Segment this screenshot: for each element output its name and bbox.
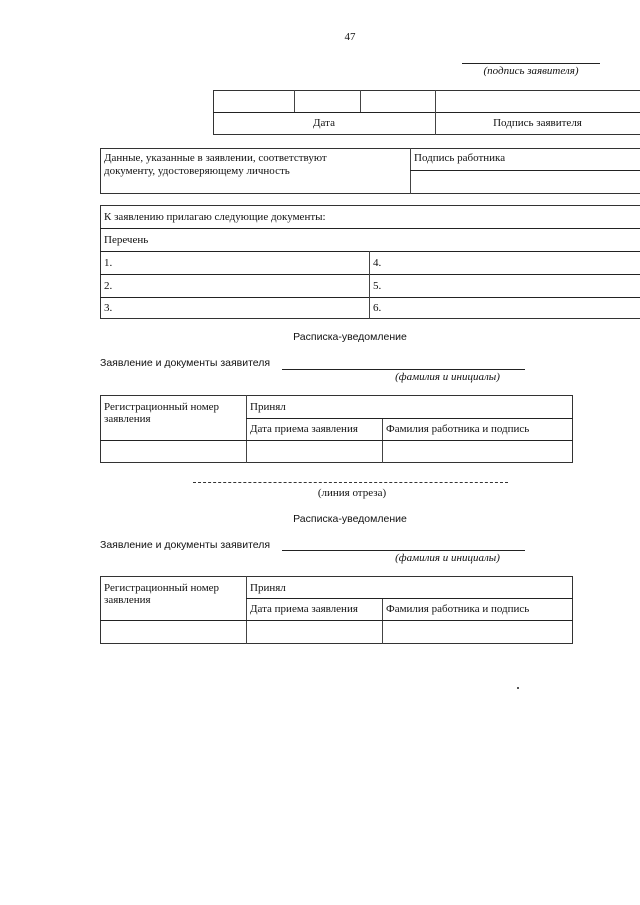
column-divider bbox=[246, 576, 247, 644]
attachments-list-label: Перечень bbox=[104, 234, 149, 246]
row-divider bbox=[246, 598, 573, 599]
attachments-header: К заявлению прилагаю следующие документы: bbox=[104, 211, 326, 223]
applicant-label: Заявление и документы заявителя bbox=[100, 357, 271, 369]
acceptance-date-label: Дата приема заявления bbox=[250, 423, 358, 435]
applicant-signature-line bbox=[462, 63, 600, 64]
name-caption: (фамилия и инициалы) bbox=[395, 552, 500, 564]
page-number: 47 bbox=[344, 31, 356, 43]
attachment-item: 4. bbox=[373, 257, 382, 269]
row-divider bbox=[100, 297, 640, 298]
verification-text-line1: Данные, указанные в заявлении, соответствуют bbox=[104, 152, 327, 164]
verification-text-line2: документу, удостоверяющему личность bbox=[104, 165, 290, 177]
reg-number-label-line2: заявления bbox=[104, 413, 151, 425]
attachment-item: 5. bbox=[373, 280, 382, 292]
attachment-item: 6. bbox=[373, 302, 382, 314]
column-divider bbox=[369, 251, 370, 319]
applicant-signature-label: Подпись заявителя bbox=[493, 117, 582, 129]
name-caption: (фамилия и инициалы) bbox=[395, 371, 500, 383]
applicant-name-line bbox=[282, 550, 525, 551]
column-divider bbox=[382, 598, 383, 644]
row-divider bbox=[100, 620, 573, 621]
date-cell-divider bbox=[360, 90, 361, 112]
worker-signature-label: Подпись работника bbox=[414, 152, 506, 164]
receipt-title: Расписка-уведомление bbox=[293, 331, 407, 343]
cut-line bbox=[193, 482, 508, 483]
applicant-signature-caption: (подпись заявителя) bbox=[483, 65, 579, 77]
acceptance-date-label: Дата приема заявления bbox=[250, 603, 358, 615]
attachment-item: 3. bbox=[104, 302, 113, 314]
row-divider bbox=[100, 440, 573, 441]
row-divider bbox=[100, 274, 640, 275]
reg-number-label-line1: Регистрационный номер bbox=[104, 401, 220, 413]
reg-number-label-line2: заявления bbox=[104, 594, 151, 606]
row-divider bbox=[213, 112, 640, 113]
row-divider bbox=[410, 170, 640, 171]
row-divider bbox=[246, 418, 573, 419]
date-label: Дата bbox=[313, 117, 335, 129]
row-divider bbox=[100, 251, 640, 252]
receipt-title: Расписка-уведомление bbox=[293, 513, 407, 525]
scan-speck bbox=[517, 687, 519, 689]
column-divider bbox=[246, 395, 247, 463]
column-divider bbox=[410, 148, 411, 194]
date-cell-divider bbox=[294, 90, 295, 112]
applicant-name-line bbox=[282, 369, 525, 370]
reg-number-label-line1: Регистрационный номер bbox=[104, 582, 220, 594]
cut-line-caption: (линия отреза) bbox=[317, 487, 387, 499]
attachment-item: 1. bbox=[104, 257, 113, 269]
applicant-label: Заявление и документы заявителя bbox=[100, 539, 271, 551]
attachment-item: 2. bbox=[104, 280, 113, 292]
accepted-label: Принял bbox=[250, 582, 286, 594]
row-divider bbox=[100, 228, 640, 229]
worker-name-signature-label: Фамилия работника и подпись bbox=[386, 603, 530, 615]
accepted-label: Принял bbox=[250, 401, 286, 413]
worker-name-signature-label: Фамилия работника и подпись bbox=[386, 423, 530, 435]
